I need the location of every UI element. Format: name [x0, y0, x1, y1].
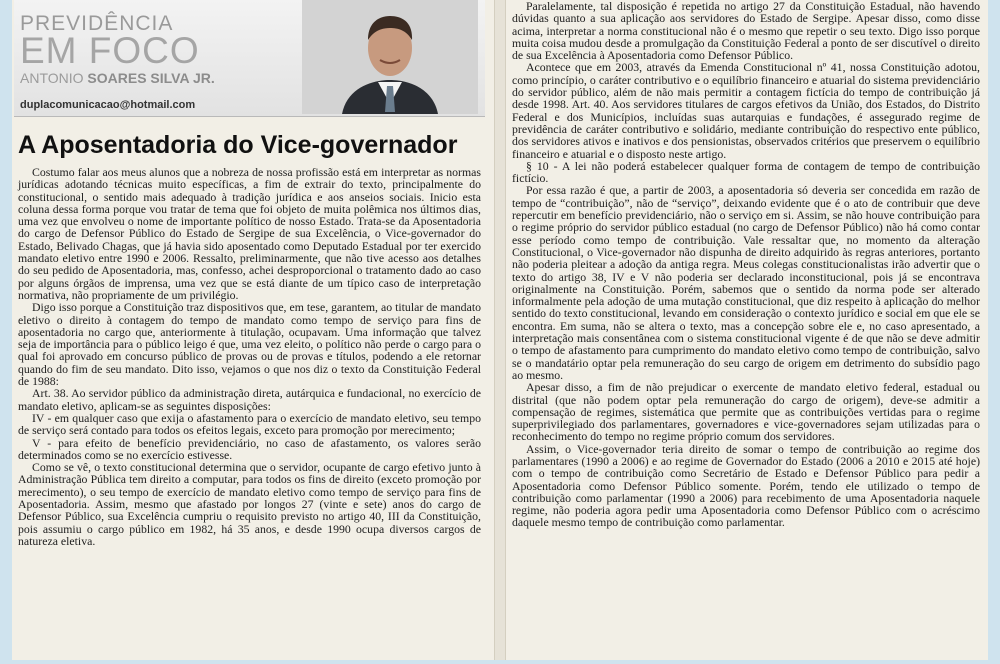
column-masthead: [14, 0, 485, 117]
column-brand: EM FOCO: [20, 30, 200, 71]
right-paragraph: Acontece que em 2003, através da Emenda Constitucional nº 41, nossa Constituição adotou, como princípio, o caráter contributivo e o equilíbrio financeiro e atuarial do sistema previdenciário do servidor público, além de não mais permitir a contagem fictícia do tempo de contribuição já desde 1998. Art. 40. Aos servidores titulares de cargos efetivos da União, dos Estados, do Distrito Federal e dos Municípios, incluídas suas autarquias e fundações, é assegurado regime de previdência de caráter contributivo e solidário, mediante contribuição do respectivo ente público, dos servidores ativos e inativos e dos pensionistas, observados critérios que preservem o equilíbrio financeiro e atuarial e o disposto neste artigo.: [512, 60, 980, 161]
right-paragraph: Por essa razão é que, a partir de 2003, a aposentadoria só deveria ser concedida em razão de tempo de “contribuição”, não de “serviço”, deixando evidente que é o ato de contribuir que deve repercutir em benefício previdenciário, não o serviço em si. Assim, se não houve contribuição para o regime próprio do servidor público estadual (no cargo de Defensor Público) não há como contar esse período como tempo de contribuição. Vale ressaltar que, no momento da alteração Constitucional, o Vice-governador não dispunha de direito adquirido às regras anteriores, portanto não poderia pleitear a adoção da antiga regra. Meus colegas constitucionalistas irão advertir que o texto do artigo 38, IV e V não poderia ser declarado inconstitucional, pois já se encontrava originalmente na Constituição. Porém, sabemos que o sentido da norma pode ser alterado informalmente pela adoção de uma mutação constitucional, que diz respeito à aplicação do melhor sentido do texto constitucional, levando em consideração o contexto jurídico e social em que ele se encontra. Em suma, não se altera o texto, mas a concepção sobre ele e, no caso apresentado, a interpretação mais consentânea com o sistema constitucional vigente é de que não se deve admitir o tempo de afastamento para cumprimento do mandato eletivo como tempo de contribuição, salvo se o mandatário optar pela remuneração do seu cargo de origem em detrimento do subsídio pago ao mesmo.: [512, 183, 980, 382]
article-headline: A Aposentadoria do Vice-governador: [18, 131, 458, 159]
left-column: [14, 0, 485, 664]
author-byline: [20, 70, 215, 86]
left-paragraph: Digo isso porque a Constituição traz dispositivos que, em tese, garantem, ao titular de mandato eletivo o direito à contagem do tempo de mandato como tempo de serviço para fins de aposentadoria no cargo que, anteriormente à titulação, ocupavam. Uma informação que talvez seja de importância para o público leigo é que, uma vez eleito, o político não perde o cargo para o qual foi aprovado em concurso público de provas ou de provas e títulos, podendo a ele retornar quando do fim de seu mandato. Dito isso, vejamos o que nos diz o texto da Constituição Federal de 1988:: [18, 300, 481, 389]
author-photo: [302, 0, 478, 114]
right-paragraph: Assim, o Vice-governador teria direito de somar o tempo de contribuição ao regime dos parlamentares (1990 a 2006) e ao regime de Governador do Estado (2006 a 2010 e 2015 até hoje) com o tempo de contribuição como Secretário de Estado e Defensor Público para pedir a Aposentadoria como Defensor Público somente. Porém, tendo ele utilizado o tempo de contribuição como parlamentar (1990 a 2006) para recebimento de uma Aposentadoria naquele regime, não poderia agora pedir uma Aposentadoria como Defensor Público com o acréscimo daquele mesmo tempo de contribuição como parlamentar.: [512, 441, 980, 530]
scan-edge-left: [0, 0, 12, 664]
left-paragraph: IV - em qualquer caso que exija o afastamento para o exercício de mandato eletivo, seu tempo de serviço será contado para todos os efeitos legais, exceto para promoção por merecimento;: [18, 410, 481, 438]
left-paragraph: V - para efeito de benefício previdenciário, no caso de afastamento, os valores serão determinados como se no exercício estivesse.: [18, 435, 481, 462]
left-article-body: [18, 166, 481, 547]
author-email: duplacomunicacao@hotmail.com: [20, 99, 196, 111]
left-paragraph: Art. 38. Ao servidor público da administração direta, autárquica e fundacional, no exercício de mandato eletivo, aplicam-se as seguintes disposições:: [18, 386, 481, 413]
right-column: [510, 0, 982, 664]
scan-edge-right: [988, 0, 1000, 664]
author-first-name: ANTONIO: [20, 70, 84, 86]
column-kicker: PREVIDÊNCIA: [20, 12, 174, 35]
author-last-name: SOARES SILVA JR.: [87, 70, 215, 86]
right-paragraph: Apesar disso, a fim de não prejudicar o exercente de mandato eletivo federal, estadual ou distrital (que não podem optar pela remuneração do cargo de origem), deve-se admitir a compensação de regimes, sistemática que permite que as contribuições vertidas para o regime superprivilegiado dos parlamentares, governadores e vice-governadores sejam utilizadas para o reconhecimento do tempo no regime próprio comum dos servidores.: [512, 380, 980, 444]
right-paragraph: Paralelamente, tal disposição é repetida no artigo 27 da Constituição Estadual, não havendo dúvidas quanto a sua aplicação aos servidores do Estado de Sergipe. Apesar disso, como disse acima, interpretar a norma constitucional não é o mesmo que repetir o seu texto. Digo isso porque muita coisa mudou desde a promulgação da Constituição Federal a ponto de ser discutível o direito de sua Excelência à Aposentadoria como Defensor Público.: [512, 0, 980, 63]
left-paragraph: Como se vê, o texto constitucional determina que o servidor, ocupante de cargo efetivo junto à Administração Pública tem direito a computar, para todos os fins de direito (exceto promoção por merecimento), o seu tempo de exercício de mandato eletivo como tempo de serviço para fins de Aposentadoria. Assim, mesmo que afastado por longos 27 (vinte e sete) anos do cargo de Defensor Público, sua Excelência cumpriu o requisito previsto no artigo 40, III da Constituição, pois assumiu o cargo público em 1982, há 35 anos, e desde 1990 ocupa diversos cargos de natureza eletiva.: [18, 460, 481, 548]
author-portrait-icon: [302, 0, 478, 114]
right-article-body: [512, 0, 980, 529]
right-paragraph: § 10 - A lei não poderá estabelecer qualquer forma de contagem de tempo de contribuição fictício.: [512, 158, 980, 186]
column-gutter: [494, 0, 506, 664]
left-paragraph: Costumo falar aos meus alunos que a nobreza de nossa profissão está em interpretar as normas jurídicas adotando técnicas muito específicas, a fim de extrair do texto, principalmente do constitucional, o sentido mais adequado à tradição jurídica e aos anseios sociais. Inicio esta coluna dessa forma porque vou tratar de tema que foi objeto de muita polêmica nos últimos dias, uma vez que envolveu o nome de importante político de nosso Estado. Trata-se da Aposentadoria do cargo de Defensor Público do Estado de Sergipe de sua Excelência, o Vice-governador do Estado, Belivado Chagas, que já havia sido aposentado como Deputado Estadual por ter exercido mandato eletivo entre 1990 e 2006. Ressalto, preliminarmente, que não tive acesso aos detalhes do seu pedido de Aposentadoria, mas, confesso, achei desproporcional o tratamento dado ao caso por alguns órgãos de imprensa, uma vez que se está diante de um típico caso de interpretação normativa, não propriamente de um privilégio.: [18, 165, 481, 302]
scan-edge-bottom: [0, 660, 1000, 664]
